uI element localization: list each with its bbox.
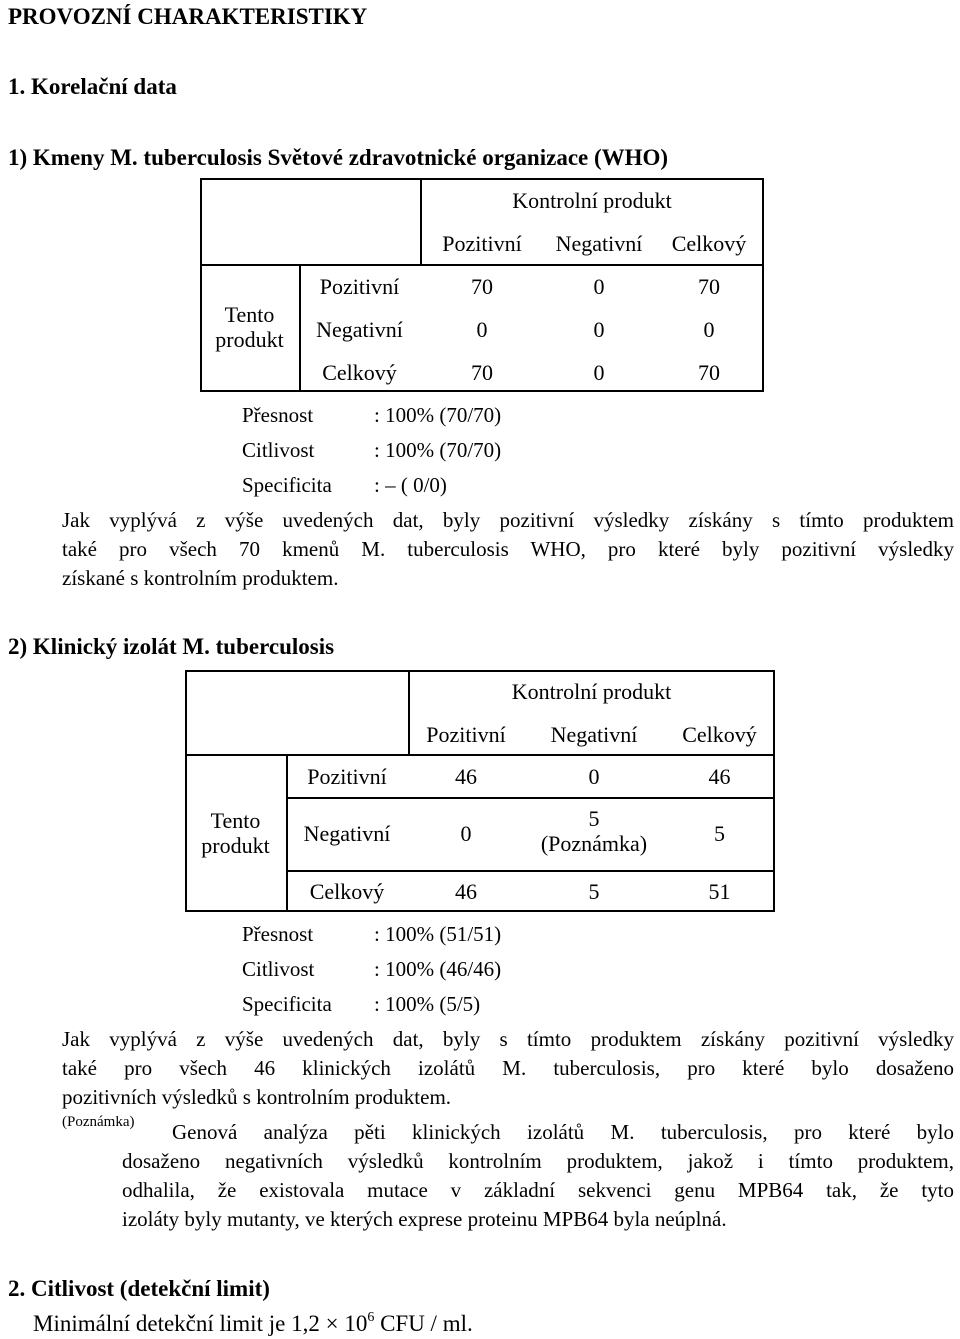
row-label-total: Celkový (322, 360, 397, 385)
control-product-header: Kontrolní produkt (511, 679, 672, 704)
row-group-label: Tento produkt (201, 808, 270, 858)
col-header-negative: Negativní (555, 231, 643, 256)
col-header-negative: Negativní (550, 722, 638, 747)
cell: 46 (455, 879, 477, 904)
page-title: PROVOZNÍ CHARAKTERISTIKY (8, 4, 368, 29)
section-heading-correlation: 1. Korelační data (8, 74, 177, 99)
stat-label: Přesnost (242, 403, 314, 427)
stat-value: : – ( 0/0) (374, 473, 447, 497)
control-product-header: Kontrolní produkt (512, 188, 672, 213)
col-header-positive: Pozitivní (426, 722, 506, 747)
table-divider (185, 754, 775, 756)
cell: 0 (588, 764, 600, 789)
cell: 0 (460, 821, 472, 846)
row-label-positive: Pozitivní (307, 764, 387, 789)
stat-label: Citlivost (242, 438, 315, 462)
col-header-positive: Pozitivní (442, 231, 522, 256)
cell: 0 (593, 274, 605, 299)
table-frame (185, 670, 775, 912)
cell-with-note: 5 (Poznámka) (540, 806, 648, 856)
subsection-heading-clinical: 2) Klinický izolát M. tuberculosis (8, 634, 335, 659)
stat-value: : 100% (46/46) (374, 957, 502, 981)
section-heading-sensitivity: 2. Citlivost (detekční limit) (8, 1276, 270, 1301)
cell: 5 (588, 879, 600, 904)
paragraph-who-result: Jak vyplývá z výše uvedených dat, byly pozitivní výsledky získány s tímto produktem také pro všech 70 kmenů M. tuberculosis WHO, pro které byly pozitivní výsledky získané s kontrolním produktem. (62, 508, 954, 590)
cell: 70 (471, 360, 493, 385)
subsection-heading-who: 1) Kmeny M. tuberculosis Světové zdravotnické organizace (WHO) (8, 145, 669, 170)
cell: 0 (476, 317, 488, 342)
table-divider (200, 264, 764, 266)
cell: 70 (471, 274, 493, 299)
note-text: Genová analýza pěti klinických izolátů M. tuberculosis, pro které bylo dosaženo negativních výsledků kontrolním produktem, jakož i tímto produktem, odhalila, že existovala mutace v základní sekvenci genu MPB64 tak, že tyto izoláty byly mutanty, ve kterých exprese proteinu MPB64 byla neúplná. (122, 1120, 954, 1231)
cell: 70 (698, 360, 720, 385)
row-label-total: Celkový (309, 879, 385, 904)
row-label-negative: Negativní (303, 821, 391, 846)
cell: 46 (708, 764, 731, 789)
stat-label: Specificita (242, 473, 332, 497)
row-label-positive: Pozitivní (319, 274, 400, 299)
row-group-label: Tento produkt (215, 302, 284, 352)
cell: 0 (593, 317, 605, 342)
stat-value: : 100% (70/70) (374, 438, 502, 462)
row-label-negative: Negativní (316, 317, 403, 342)
times-symbol: × (325, 1311, 339, 1336)
table-divider (286, 797, 775, 799)
stat-value: : 100% (51/51) (374, 922, 502, 946)
cell: 0 (593, 360, 605, 385)
cell: 5 (714, 821, 725, 846)
stat-label: Specificita (242, 992, 332, 1016)
cell: 51 (708, 879, 731, 904)
note-marker: (Poznámka) (62, 1114, 135, 1130)
table-divider (286, 870, 775, 872)
col-header-total: Celkový (682, 722, 757, 747)
detection-limit-text: Minimální detekční limit je $1,2 \times 10^6$ CFU / ml. (33, 1310, 473, 1336)
stat-label: Citlivost (242, 957, 315, 981)
cell: 0 (703, 317, 715, 342)
cell: 70 (698, 274, 720, 299)
col-header-total: Celkový (671, 231, 747, 256)
paragraph-clinical-result: Jak vyplývá z výše uvedených dat, byly s tímto produktem získány pozitivní výsledky také pro všech 46 klinických izolátů M. tuberculosis, pro které bylo dosaženo pozitivních výsledků s kontrolním produktem. (62, 1027, 954, 1109)
stat-value: : 100% (5/5) (374, 992, 481, 1016)
stat-value: : 100% (70/70) (374, 403, 502, 427)
stat-label: Přesnost (242, 922, 314, 946)
cell: 46 (455, 764, 477, 789)
